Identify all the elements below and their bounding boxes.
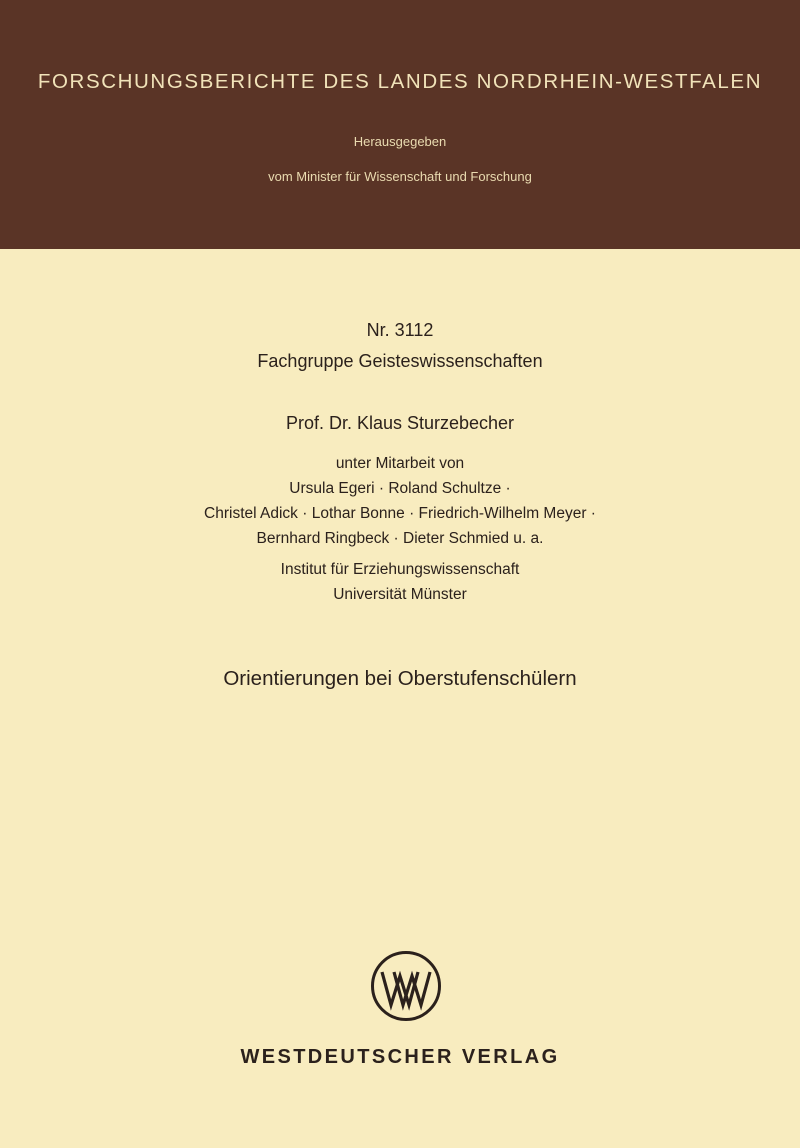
author-name: Prof. Dr. Klaus Sturzebecher (285, 413, 515, 433)
header-band (0, 0, 800, 249)
collaborators-line-3: Bernhard Ringbeck · Dieter Schmied u. a. (256, 530, 544, 547)
issued-by-label: Herausgegeben (353, 134, 447, 149)
publisher-name: WESTDEUTSCHER VERLAG (240, 1046, 560, 1068)
report-number: Nr. 3112 (366, 320, 434, 340)
issuer-name: vom Minister für Wissenschaft und Forschung (268, 169, 532, 184)
subject-group: Fachgruppe Geisteswissenschaften (257, 351, 543, 371)
collaborators-line-2: Christel Adick · Lothar Bonne · Friedrich-Wilhelm Meyer · (204, 505, 596, 522)
university-name: Universität Münster (333, 586, 467, 603)
series-title: FORSCHUNGSBERICHTE DES LANDES NORDRHEIN-WESTFALEN (37, 70, 763, 93)
institute-name: Institut für Erziehungswissenschaft (280, 561, 520, 578)
westdeutscher-verlag-ww-logo-icon (370, 950, 442, 1022)
collaboration-intro: unter Mitarbeit von (335, 455, 465, 472)
book-title: Orientierungen bei Oberstufenschülern (223, 667, 577, 690)
collaborators-line-1: Ursula Egeri · Roland Schultze · (289, 480, 511, 497)
